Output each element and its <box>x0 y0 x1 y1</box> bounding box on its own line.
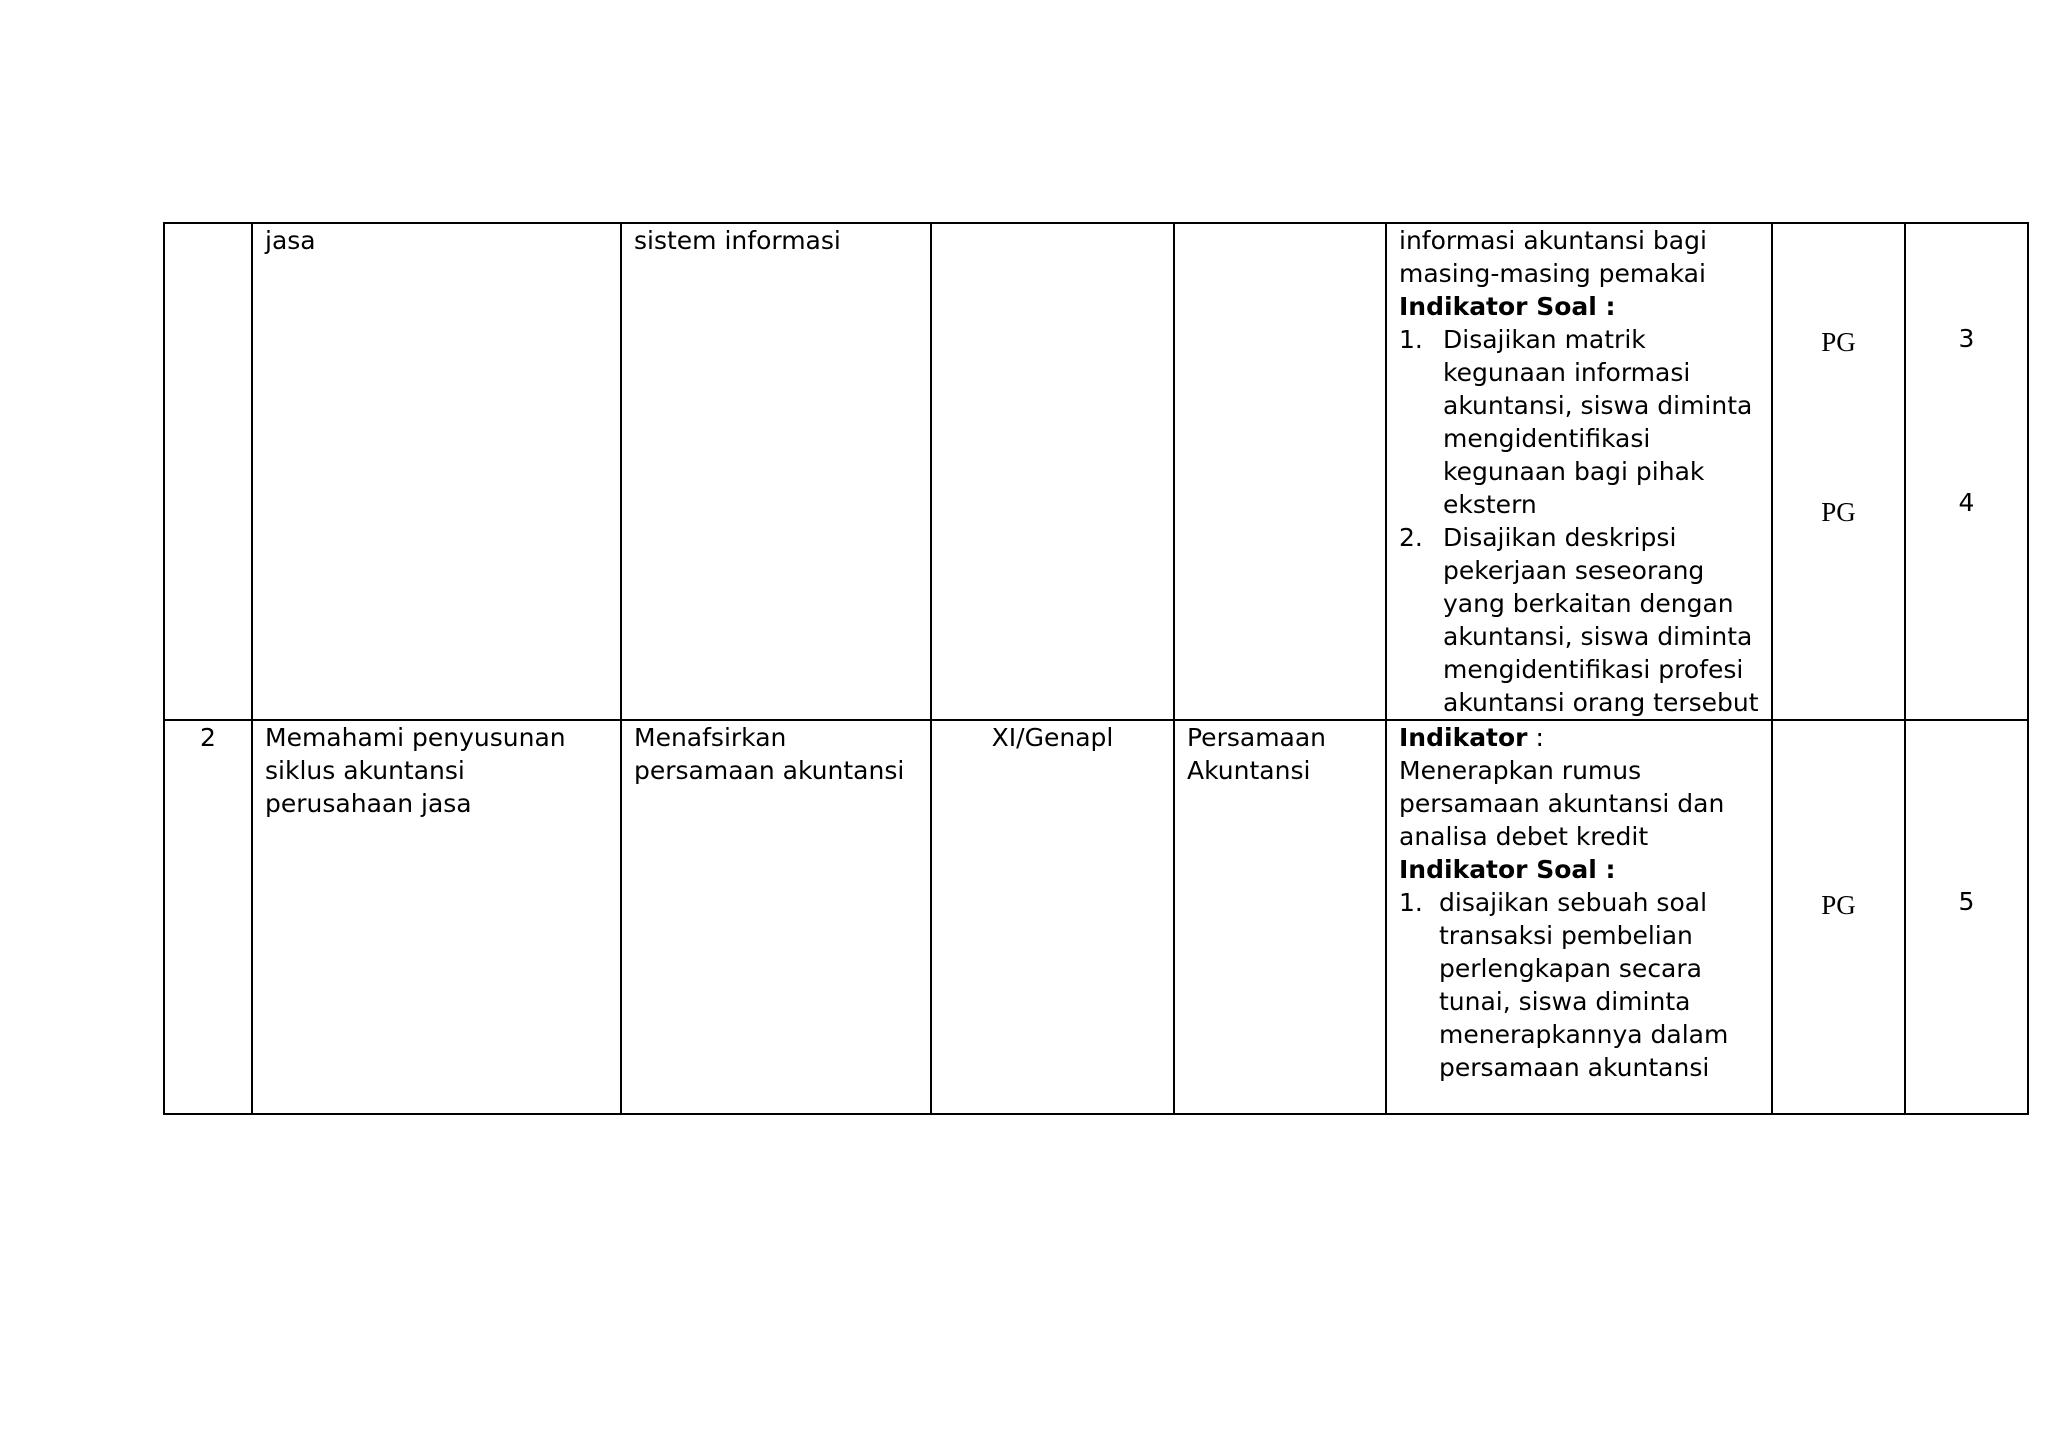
cell-nomor-soal <box>1905 720 2028 1114</box>
indikator-soal-label: Indikator Soal : <box>1399 292 1616 321</box>
indikator-soal-list <box>1399 886 1759 1084</box>
nomor-value: 3 <box>1958 324 1975 353</box>
cell-materi: sistem informasi <box>621 223 931 720</box>
cell-topik: Persamaan Akuntansi <box>1174 720 1386 1114</box>
bentuk-value: PG <box>1821 497 1856 527</box>
bentuk-value: PG <box>1821 327 1856 357</box>
list-number: 2. <box>1399 523 1423 552</box>
nomor-value: 4 <box>1958 488 1975 517</box>
list-text: Disajikan matrik kegunaan informasi akuntansi, siswa diminta mengidentifikasi kegunaan bagi pihak ekstern <box>1443 325 1753 519</box>
indikator-colon: : <box>1527 723 1544 752</box>
list-item <box>1399 521 1759 719</box>
kisi-kisi-table <box>163 222 2029 1115</box>
list-number: 1. <box>1399 325 1423 354</box>
list-number: 1. <box>1399 888 1423 917</box>
indikator-soal-list <box>1399 323 1759 719</box>
list-text: disajikan sebuah soal transaksi pembelian perlengkapan secara tunai, siswa diminta menerapkannya dalam persamaan akuntansi <box>1439 888 1729 1082</box>
bentuk-value: PG <box>1821 890 1856 920</box>
cell-nomor-soal <box>1905 223 2028 720</box>
cell-topik <box>1174 223 1386 720</box>
cell-bentuk-soal <box>1772 720 1905 1114</box>
cell-kompetensi-dasar: jasa <box>252 223 621 720</box>
table-row <box>164 223 2028 720</box>
cell-kompetensi-dasar: Memahami penyusunan siklus akuntansi perusahaan jasa <box>252 720 621 1114</box>
indikator-text: informasi akuntansi bagi masing-masing pemakai <box>1399 226 1707 288</box>
cell-indikator <box>1386 223 1772 720</box>
list-item <box>1399 323 1759 521</box>
indikator-heading <box>1399 721 1759 754</box>
nomor-value: 5 <box>1958 887 1975 916</box>
indikator-soal-label: Indikator Soal : <box>1399 855 1616 884</box>
cell-no <box>164 223 252 720</box>
cell-materi: Menafsirkan persamaan akuntansi <box>621 720 931 1114</box>
indikator-label: Indikator <box>1399 723 1528 752</box>
cell-kelas <box>931 223 1174 720</box>
cell-indikator <box>1386 720 1772 1114</box>
cell-bentuk-soal <box>1772 223 1905 720</box>
list-text: Disajikan deskripsi pekerjaan seseorang yang berkaitan dengan akuntansi, siswa diminta mengidentifikasi profesi akuntansi orang tersebut <box>1443 523 1759 717</box>
list-item <box>1399 886 1759 1084</box>
indikator-text: Menerapkan rumus persamaan akuntansi dan analisa debet kredit <box>1399 756 1725 851</box>
cell-no: 2 <box>164 720 252 1114</box>
cell-kelas: XI/Genapl <box>931 720 1174 1114</box>
table-row <box>164 720 2028 1114</box>
